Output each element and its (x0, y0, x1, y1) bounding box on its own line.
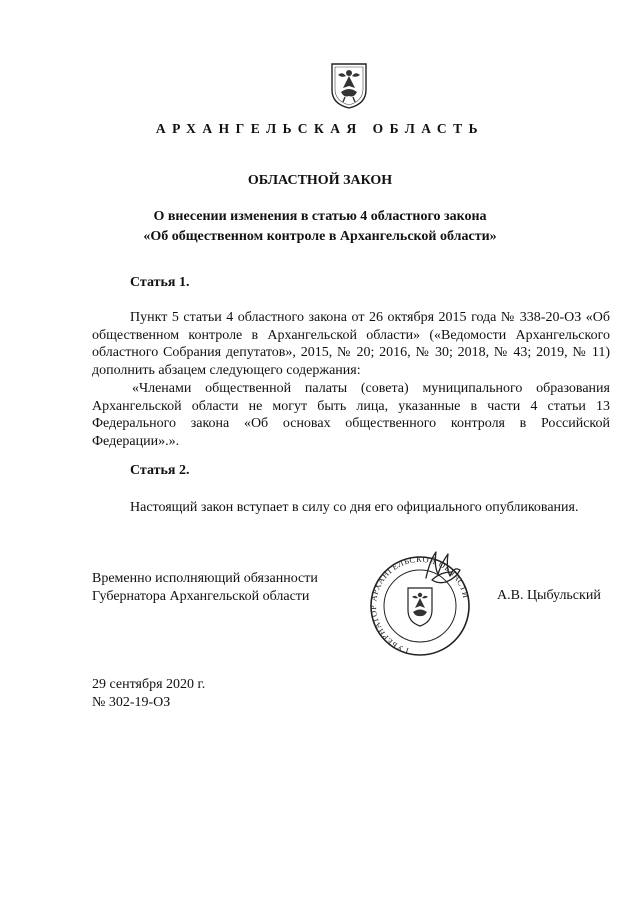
law-footer (92, 676, 205, 712)
article-2-heading: Статья 2. (130, 463, 190, 478)
region-name: АРХАНГЕЛЬСКАЯ ОБЛАСТЬ (155, 121, 485, 136)
official-seal-icon (368, 548, 472, 672)
signatory-position-line-1: Временно исполняющий обязанности (92, 571, 318, 586)
article-1-paragraph-1: Пункт 5 статьи 4 областного закона от 26 октября 2015 года № 338-20-ОЗ «Об общественном контроле в Архангельской области» («Ведомости Архангельского областного Собрания депутатов», 2015, № 20; 2016, № 30; 2018, № 43; 2019, № 11) дополнить абзацем следующего содержания: (92, 310, 610, 378)
signatory-name: А.В. Цыбульский (497, 588, 601, 603)
law-title (0, 207, 640, 247)
law-title-line-1: О внесении изменения в статью 4 областного закона (153, 209, 487, 224)
law-number: № 302-19-ОЗ (92, 695, 171, 710)
signatory-position-line-2: Губернатора Архангельской области (92, 589, 310, 604)
law-date: 29 сентября 2020 г. (92, 677, 206, 692)
article-1-heading: Статья 1. (130, 275, 190, 290)
article-1-paragraph-2: «Членами общественной палаты (совета) муниципального образования Архангельской области не могут быть лица, указанные в части 4 статьи 13 Федерального закона «Об основах общественного контроля в Российской Федерации».». (92, 381, 610, 449)
article-2-paragraph-1: Настоящий закон вступает в силу со дня его официального опубликования. (130, 500, 579, 515)
law-title-line-2: «Об общественном контроле в Архангельской области» (143, 229, 497, 244)
signatory-position (92, 570, 318, 606)
coat-of-arms-icon (326, 60, 372, 110)
law-type: ОБЛАСТНОЙ ЗАКОН (247, 173, 393, 188)
seal-text: ГУБЕРНАТОР АРХАНГЕЛЬСКОЙ ОБЛАСТИ (368, 553, 472, 657)
